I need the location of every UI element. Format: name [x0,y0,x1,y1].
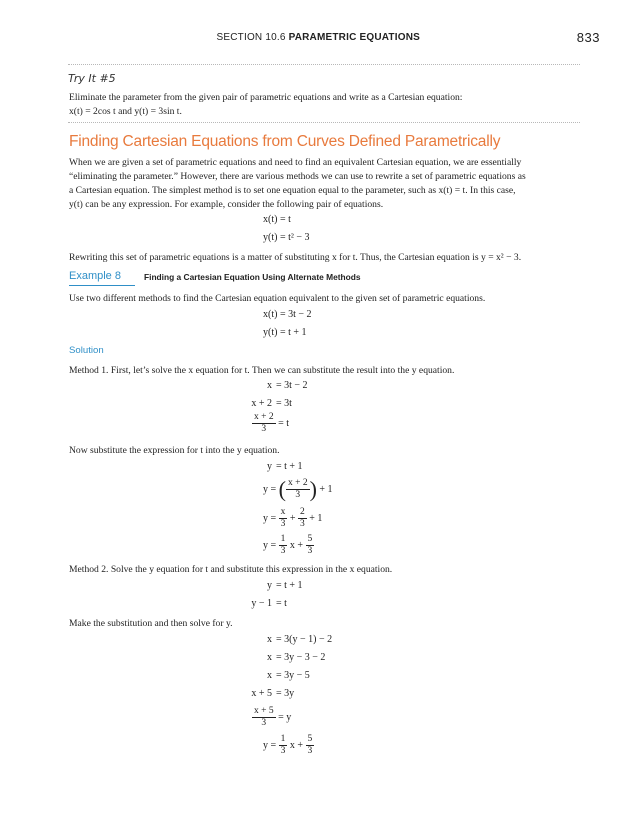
m1b-right-a: = t + 1 [276,461,303,472]
substitute-line: Now substitute the expression for t into the y equation. [69,445,280,456]
method-1-intro: Method 1. First, let’s solve the x equation for t. Then we can substitute the result into the y equation. [69,365,455,376]
fraction: $\frac{x}{3}$ [280,507,286,529]
divider-top [68,64,580,65]
running-header [0,32,420,43]
m2b-right-b: = 3y − 3 − 2 [276,652,326,663]
m1b-left-a: y [267,461,272,472]
m2b-row-f: y = $\frac{1}{3}$ x + $\frac{5}{3}$ [263,734,313,756]
rewrite-line: Rewriting this set of parametric equations is a matter of substituting x for t. Thus, the Cartesian equation is y = x² − 3. [69,252,522,263]
paragraph-line-3: a Cartesian equation. The simplest method is to set one equation equal to the parameter, such as x(t) = t. In this case, [69,185,516,196]
example-eq-x: x(t) = 3t − 2 [263,309,312,320]
paragraph-line-4: y(t) can be any expression. For example, consider the following pair of equations. [69,199,384,210]
fraction: $\frac{x + 2}{3}$ [254,412,274,434]
right-paren: ) [309,476,317,502]
left-paren: ( [278,476,286,502]
m1b-row-c: y = $\frac{x}{3}$ + $\frac{2}{3}$ + 1 [263,507,323,529]
m2b-right-a: = 3(y − 1) − 2 [276,634,333,645]
fraction: $\frac{2}{3}$ [300,507,305,529]
example-prompt: Use two different methods to find the Cartesian equation equivalent to the given set of parametric equations. [69,293,486,304]
m1b-row-d: y = $\frac{1}{3}$ x + $\frac{5}{3}$ [263,534,313,556]
m2b-fraction-row: $\frac{x + 5}{3}$ = y [254,706,292,728]
example-title: Finding a Cartesian Equation Using Alternate Methods [144,272,361,282]
fraction: $\frac{5}{3}$ [307,734,313,756]
example-label: Example 8 [69,270,121,282]
fraction: $\frac{5}{3}$ [307,534,313,556]
try-it-label: Try It #5 [68,72,116,85]
m1-fraction-row: $\frac{x + 2}{3}$ = t [254,412,290,434]
try-it-line-1: Eliminate the parameter from the given pair of parametric equations and write as a Cartesian equation: [69,92,463,103]
m2b-right-d: = 3y [276,688,295,699]
m1-left-b: x + 2 [251,398,272,409]
fraction: $\frac{x + 5}{3}$ [254,706,274,728]
equation-x-t: x(t) = t [263,214,291,225]
m2b-right-c: = 3y − 5 [276,670,310,681]
m2-left-b: y − 1 [251,598,272,609]
fraction: $\frac{1}{3}$ [280,734,286,756]
example-eq-y: y(t) = t + 1 [263,327,307,338]
m1-left-a: x [267,380,272,391]
m2b-left-b: x [267,652,272,663]
method-2-intro: Method 2. Solve the y equation for t and substitute this expression in the x equation. [69,564,393,575]
section-heading: Finding Cartesian Equations from Curves Defined Parametrically [69,133,501,150]
m2-right-a: = t + 1 [276,580,303,591]
m2b-left-a: x [267,634,272,645]
divider-bottom [68,122,580,123]
paragraph-line-1: When we are given a set of parametric equations and need to find an equivalent Cartesian equation, we are essentially [69,157,522,168]
solution-label: Solution [69,345,104,356]
m1-right-b: = 3t [276,398,292,409]
section-number: SECTION 10.6 [216,32,286,43]
make-substitution-line: Make the substitution and then solve for y. [69,618,233,629]
m1-right-a: = 3t − 2 [276,380,308,391]
example-underline [69,285,135,286]
m2-left-a: y [267,580,272,591]
fraction: $\frac{1}{3}$ [280,534,286,556]
equation-y-t: y(t) = t² − 3 [263,232,310,243]
m2b-left-c: x [267,670,272,681]
try-it-line-2: x(t) = 2cos t and y(t) = 3sin t. [69,106,182,117]
m2-right-b: = t [276,598,287,609]
m2b-left-d: x + 5 [251,688,272,699]
paragraph-line-2: “eliminating the parameter.” However, there are various methods we can use to rewrite a set of parametric equations as [69,171,526,182]
page-number: 833 [576,30,600,45]
fraction: $\frac{x + 2}{3}$ [287,478,308,500]
m1b-row-b: y = ( $\frac{x + 2}{3}$ ) + 1 [263,476,333,502]
section-title: PARAMETRIC EQUATIONS [288,32,420,43]
